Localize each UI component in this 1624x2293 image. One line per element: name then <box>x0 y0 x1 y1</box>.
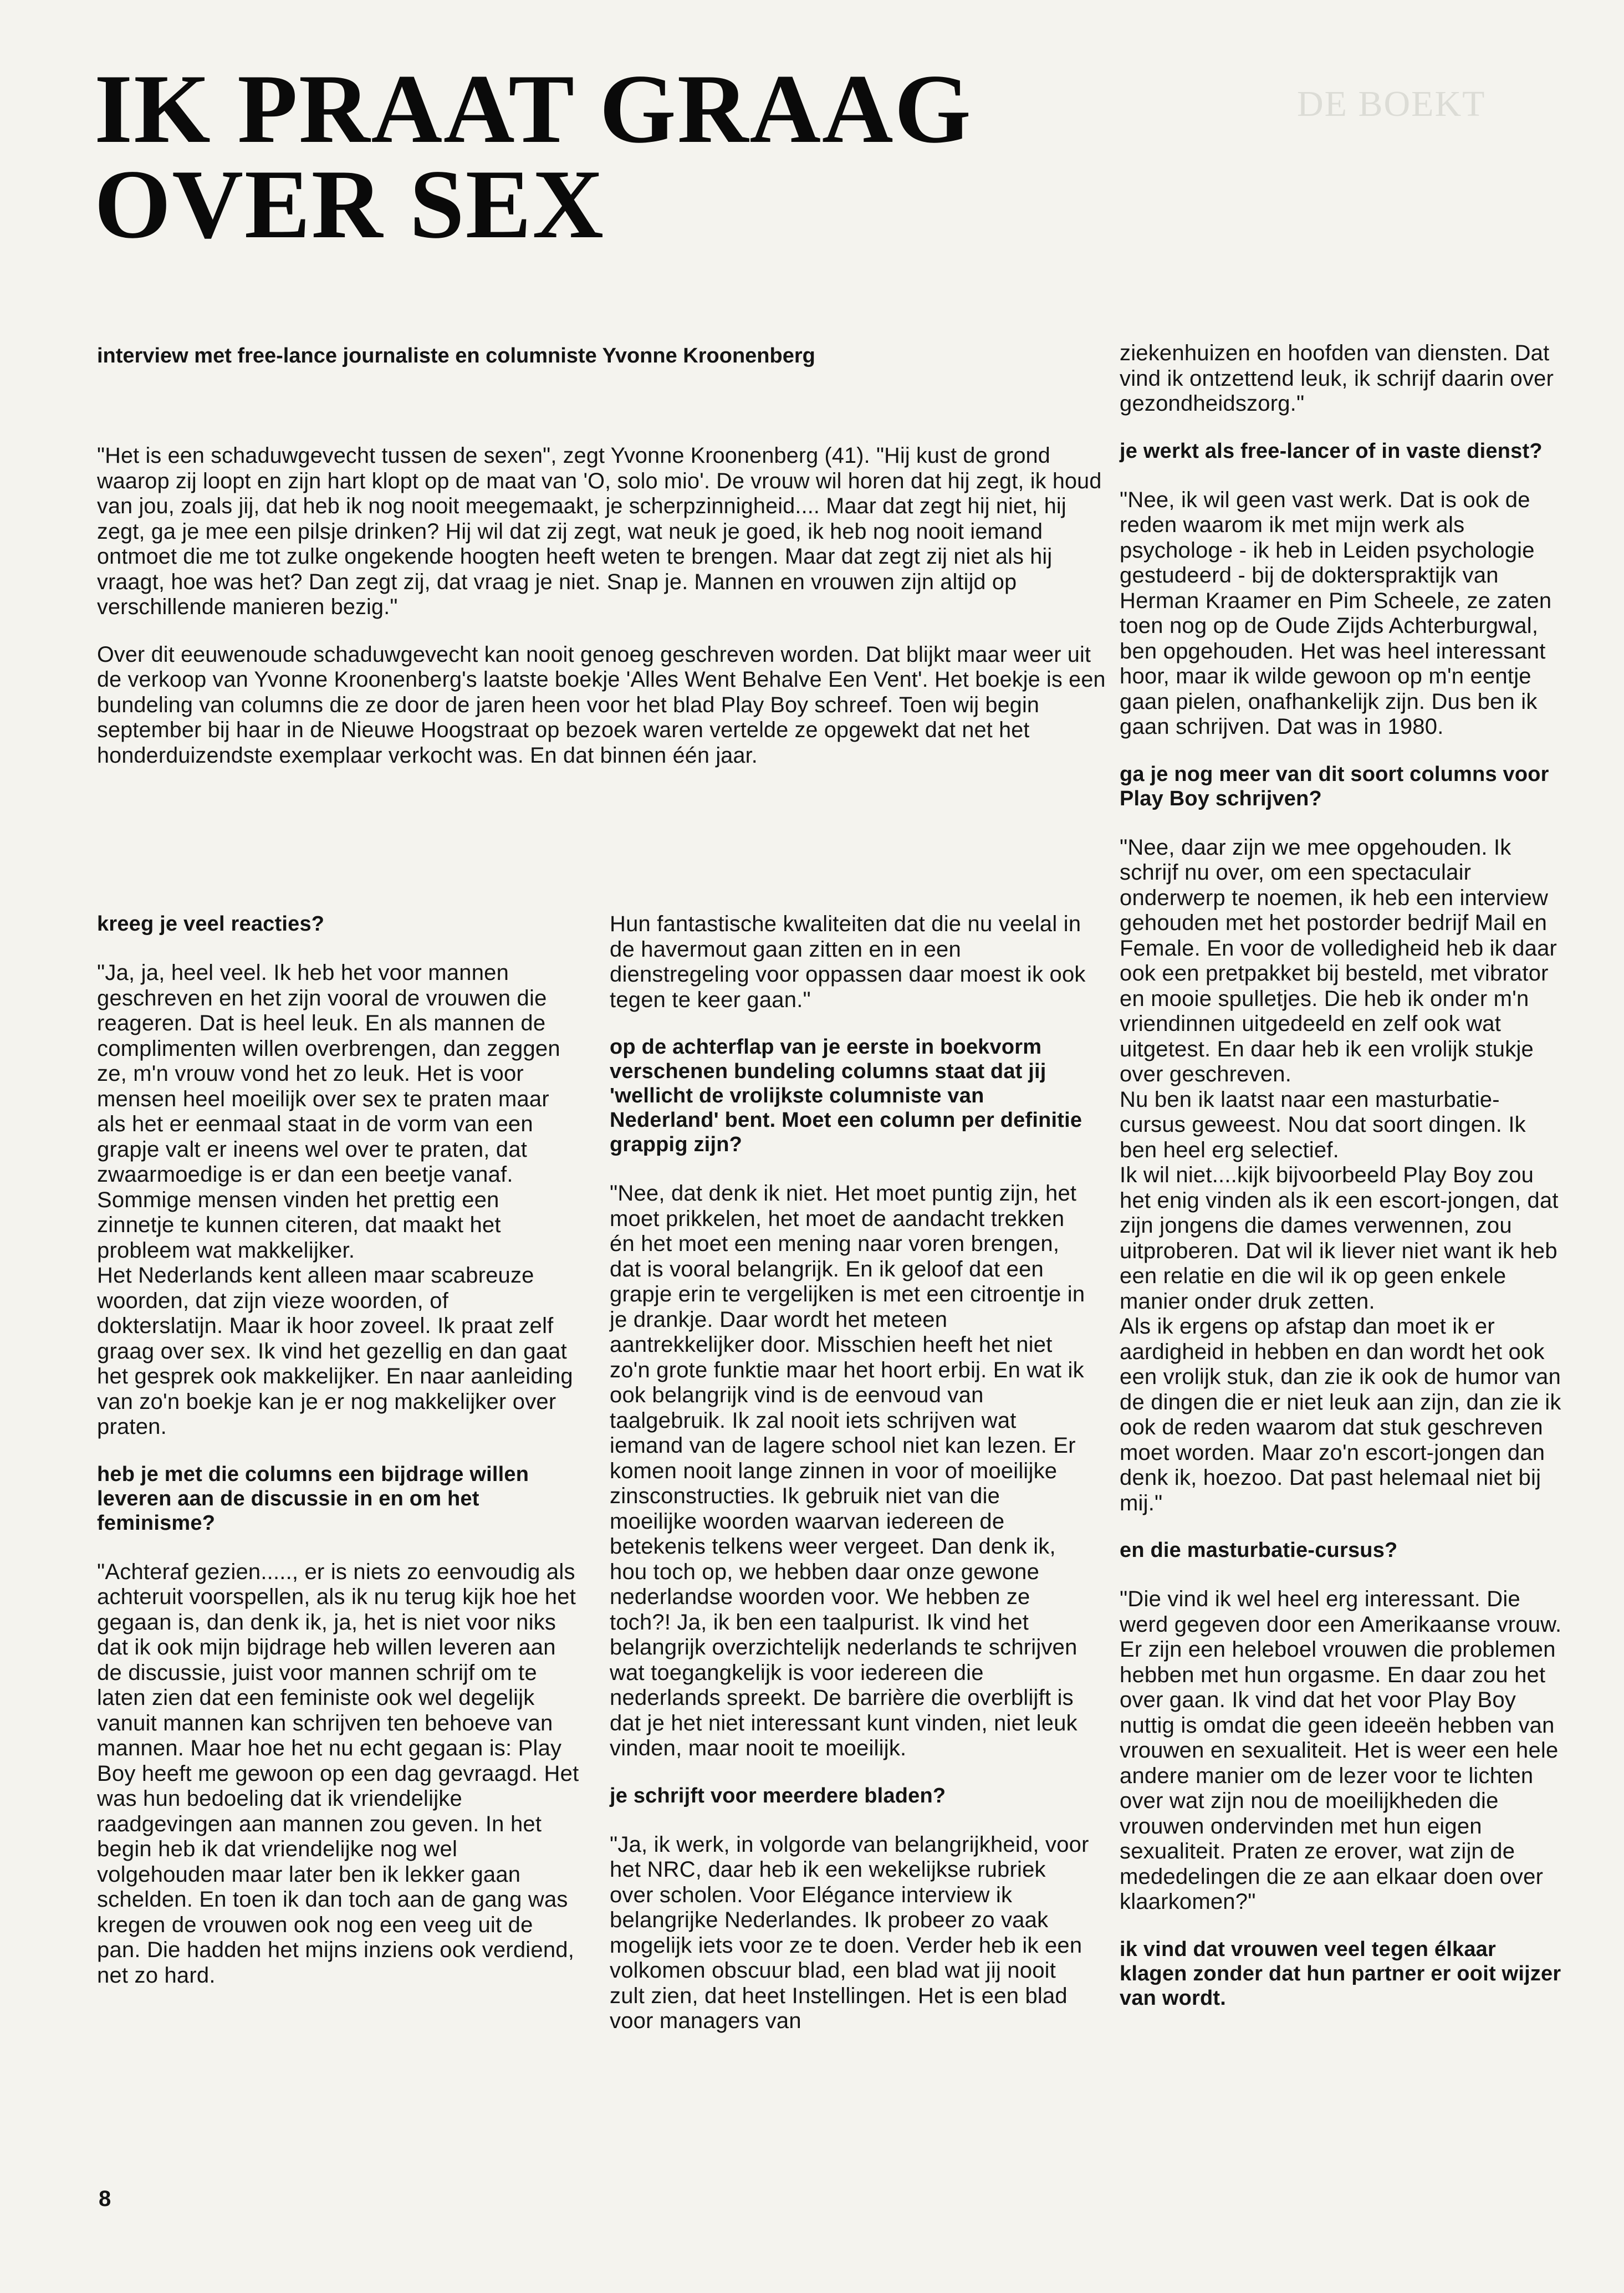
headline-line-2: OVER SEX <box>94 149 605 259</box>
column-3 <box>1120 341 1563 2010</box>
interview-answer: "Nee, ik wil geen vast werk. Dat is ook de reden waarom ik met mijn werk als psychologe - ik heb in Leiden psychologie gestudeerd - bij de dokterspraktijk van Herman Kraamer en Pim Scheele, ze zaten toen nog op de Oude Zijds Achterburgwal, ben opgehouden. Het was heel interessant hoor, maar ik wilde gewoon op m'n eentje gaan pielen, onafhankelijk zijn. Dus ben ik gaan schrijven. Dat was in 1980. <box>1120 487 1552 739</box>
interview-answer: "Nee, daar zijn we mee opgehouden. Ik schrijf nu over, om een spectaculair onderwerp te noemen, ik heb een interview gehouden met het postorder bedrijf Mail en Female. En voor de volledigheid heb ik daar ook een pretpakket bij besteld, met vibrator en mooie spulletjes. Die heb ik onder m'n vriendinnen uitgedeeld en zelf ook wat uitgetest. En daar heb ik een vrolijk stukje over geschreven. Nu ben ik laatst naar een masturbatie-cursus geweest. Nou dat soort dingen. Ik ben heel erg selectief. Ik wil niet....kijk bijvoorbeeld Play Boy zou het enig vinden als ik een escort-jongen, dat zijn jongens die dames verwennen, zou uitproberen. Dat wil ik liever niet want ik heb een relatie en die wil ik op geen enkele manier onder druk zetten. Als ik ergens op afstap dan moet ik er aardigheid in hebben en dan wordt het ook een vrolijk stuk, dan zie ik ook de humor van de dingen die er niet leuk aan zijn, dan zie ik ook de reden waarom dat stuk geschreven moet worden. Maar zo'n escort-jongen dan denk ik, hoezoo. Dat past helemaal niet bij mij." <box>1120 835 1561 1515</box>
intro-text <box>97 443 1111 768</box>
interview-answer: "Nee, dat denk ik niet. Het moet puntig zijn, het moet prikkelen, het moet de aandacht trekken én het moet een mening naar voren brengen, dat is vooral belangrijk. En ik geloof dat een grapje erin te vergelijken is met een citroentje in je drankje. Daar wordt het meteen aantrekkelijker door. Misschien heeft het niet zo'n grote funktie maar het hoort erbij. En wat ik ook belangrijk vind is de eenvoud van taalgebruik. Ik zal nooit iets schrijven wat iemand van de lagere school niet kan lezen. Er komen nooit lange zinnen in voor of moeilijke zinsconstructies. Ik gebruik niet van die moeilijke woorden waarvan iedereen de betekenis telkens weer vergeet. Dan denk ik, hou toch op, we hebben daar onze gewone nederlandse woorden voor. We hebben ze toch?! Ja, ik ben een taalpurist. Ik vind het belangrijk overzichtelijk nederlands te schrijven wat toegangkelijk is voor iedereen die nederlands spreekt. De barrière die overblijft is dat je het niet interessant kunt vinden, niet leuk vinden, maar nooit te moeilijk. <box>610 1181 1085 1760</box>
interview-question: heb je met die columns een bijdrage willen leveren aan de discussie in en om het feminisme? <box>97 1462 529 1535</box>
interview-answer: "Die vind ik wel heel erg interessant. Die werd gegeven door een Amerikaanse vrouw. Er zijn een heleboel vrouwen die problemen hebben met hun orgasme. En daar zou het over gaan. Ik vind dat het voor Play Boy nuttig is omdat die geen ideeën hebben van vrouwen en sexualiteit. Het is weer een hele andere manier om de lezer voor te lichten over wat zijn nou de moeilijkheden die vrouwen ondervinden met hun eigen sexualiteit. Praten ze erover, wat zijn de mededelingen die ze aan elkaar doen over klaarkomen?" <box>1120 1587 1562 1914</box>
interview-answer: ziekenhuizen en hoofden van diensten. Dat vind ik ontzettend leuk, ik schrijf daarin over gezondheidszorg." <box>1120 341 1554 416</box>
headline-line-1: IK PRAAT GRAAG <box>94 54 972 164</box>
column-1 <box>97 912 579 1988</box>
headline <box>94 54 1147 259</box>
intro-paragraph: Over dit eeuwenoude schaduwgevecht kan nooit genoeg geschreven worden. Dat blijkt maar weer uit de verkoop van Yvonne Kroonenberg's laatste boekje 'Alles Went Behalve Een Vent'. Het boekje is een bundeling van columns die ze door de jaren heen voor het blad Play Boy schreef. Toen wij begin september bij haar in de Nieuwe Hoogstraat op bezoek waren vertelde ze opgewekt dat net het honderduizendste exemplaar verkocht was. En dat binnen één jaar. <box>97 642 1106 768</box>
subtitle: interview met free-lance journaliste en columniste Yvonne Kroonenberg <box>97 344 815 367</box>
interview-question: en die masturbatie-cursus? <box>1120 1539 1398 1562</box>
column-2 <box>610 912 1092 2034</box>
interview-answer: "Achteraf gezien....., er is niets zo eenvoudig als achteruit voorspellen, als ik nu terug kijk hoe het gegaan is, dan denk ik, ja, het is niet voor niks dat ik ook mijn bijdrage heb willen leveren aan de discussie, juist voor mannen schrijf om te laten zien dat een feministe ook wel degelijk vanuit mannen kan schrijven ten behoeve van mannen. Maar hoe het nu echt gegaan is: Play Boy heeft me gewoon op een dag gevraagd. Het was hun bedoeling dat ik vriendelijke raadgevingen aan mannen zou geven. In het begin heb ik dat vriendelijke nog wel volgehouden maar later ben ik lekker gaan schelden. En toen ik dan toch aan de gang was kregen de vrouwen ook nog een veeg uit de pan. Die hadden het mijns inziens ook verdiend, net zo hard. <box>97 1559 579 1988</box>
interview-question: je schrijft voor meerdere bladen? <box>610 1784 946 1807</box>
interview-answer: "Ja, ik werk, in volgorde van belangrijkheid, voor het NRC, daar heb ik een wekelijkse rubriek over scholen. Voor Elégance interview ik belangrijke Nederlandes. Ik probeer zo vaak mogelijk iets voor ze te doen. Verder heb ik een volkomen obscuur blad, een blad wat jij nooit zult zien, dat heet Instellingen. Het is een blad voor managers van <box>610 1832 1089 2033</box>
intro-paragraph: "Het is een schaduwgevecht tussen de sexen", zegt Yvonne Kroonenberg (41). "Hij kust de grond waarop zij loopt en zijn hart klopt op de maat van 'O, solo mio'. De vrouw wil horen dat hij zegt, ik houd van jou, zoals jij, dat heb ik nog nooit meegemaakt, je scherpzinnigheid.... Maar dat zegt hij niet, hij zegt, ga je mee een pilsje drinken? Hij wil dat zij zegt, wat neuk je goed, ik heb nog nooit iemand ontmoet die me tot zulke ongekende hoogten heeft weten te brengen. Maar dat zegt zij niet als hij vraagt, hoe was het? Dan zegt zij, dat vraag je niet. Snap je. Mannen en vrouwen zijn altijd op verschillende manieren bezig." <box>97 443 1102 619</box>
interview-question: op de achterflap van je eerste in boekvorm verschenen bundeling columns staat dat jij 'wellicht de vrolijkste columniste van Nederland' bent. Moet een column per definitie grappig zijn? <box>610 1035 1082 1156</box>
interview-question: ik vind dat vrouwen veel tegen élkaar klagen zonder dat hun partner er ooit wijzer van wordt. <box>1120 1937 1561 2010</box>
page-number: 8 <box>99 2187 111 2211</box>
interview-question: je werkt als free-lancer of in vaste dienst? <box>1120 439 1543 463</box>
interview-answer: Hun fantastische kwaliteiten dat die nu veelal in de havermout gaan zitten en in een dienstregeling voor oppassen daar moest ik ook tegen te keer gaan." <box>610 912 1086 1012</box>
interview-question: kreeg je veel reacties? <box>97 912 325 936</box>
bleed-through-text: DE BOEKT <box>1297 84 1486 124</box>
interview-answer: "Ja, ja, heel veel. Ik heb het voor mannen geschreven en het zijn vooral de vrouwen die reageren. Dat is heel leuk. En als mannen de complimenten willen overbrengen, dan zeggen ze, m'n vrouw vond het zo leuk. Het is voor mensen heel moeilijk over sex te praten maar als het er eenmaal staat in de vorm van een grapje valt er ineens wel over te praten, dat zwaarmoedige is er dan een beetje vanaf. Sommige mensen vinden het prettig een zinnetje te kunnen citeren, dat maakt het probleem wat makkelijker. Het Nederlands kent alleen maar scabreuze woorden, dat zijn vieze woorden, of dokterslatijn. Maar ik hoor zoveel. Ik praat zelf graag over sex. Ik vind het gezellig en dan gaat het gesprek ook makkelijker. En naar aanleiding van zo'n boekje kan je er nog makkelijker over praten. <box>97 961 573 1439</box>
interview-question: ga je nog meer van dit soort columns voor Play Boy schrijven? <box>1120 762 1549 810</box>
